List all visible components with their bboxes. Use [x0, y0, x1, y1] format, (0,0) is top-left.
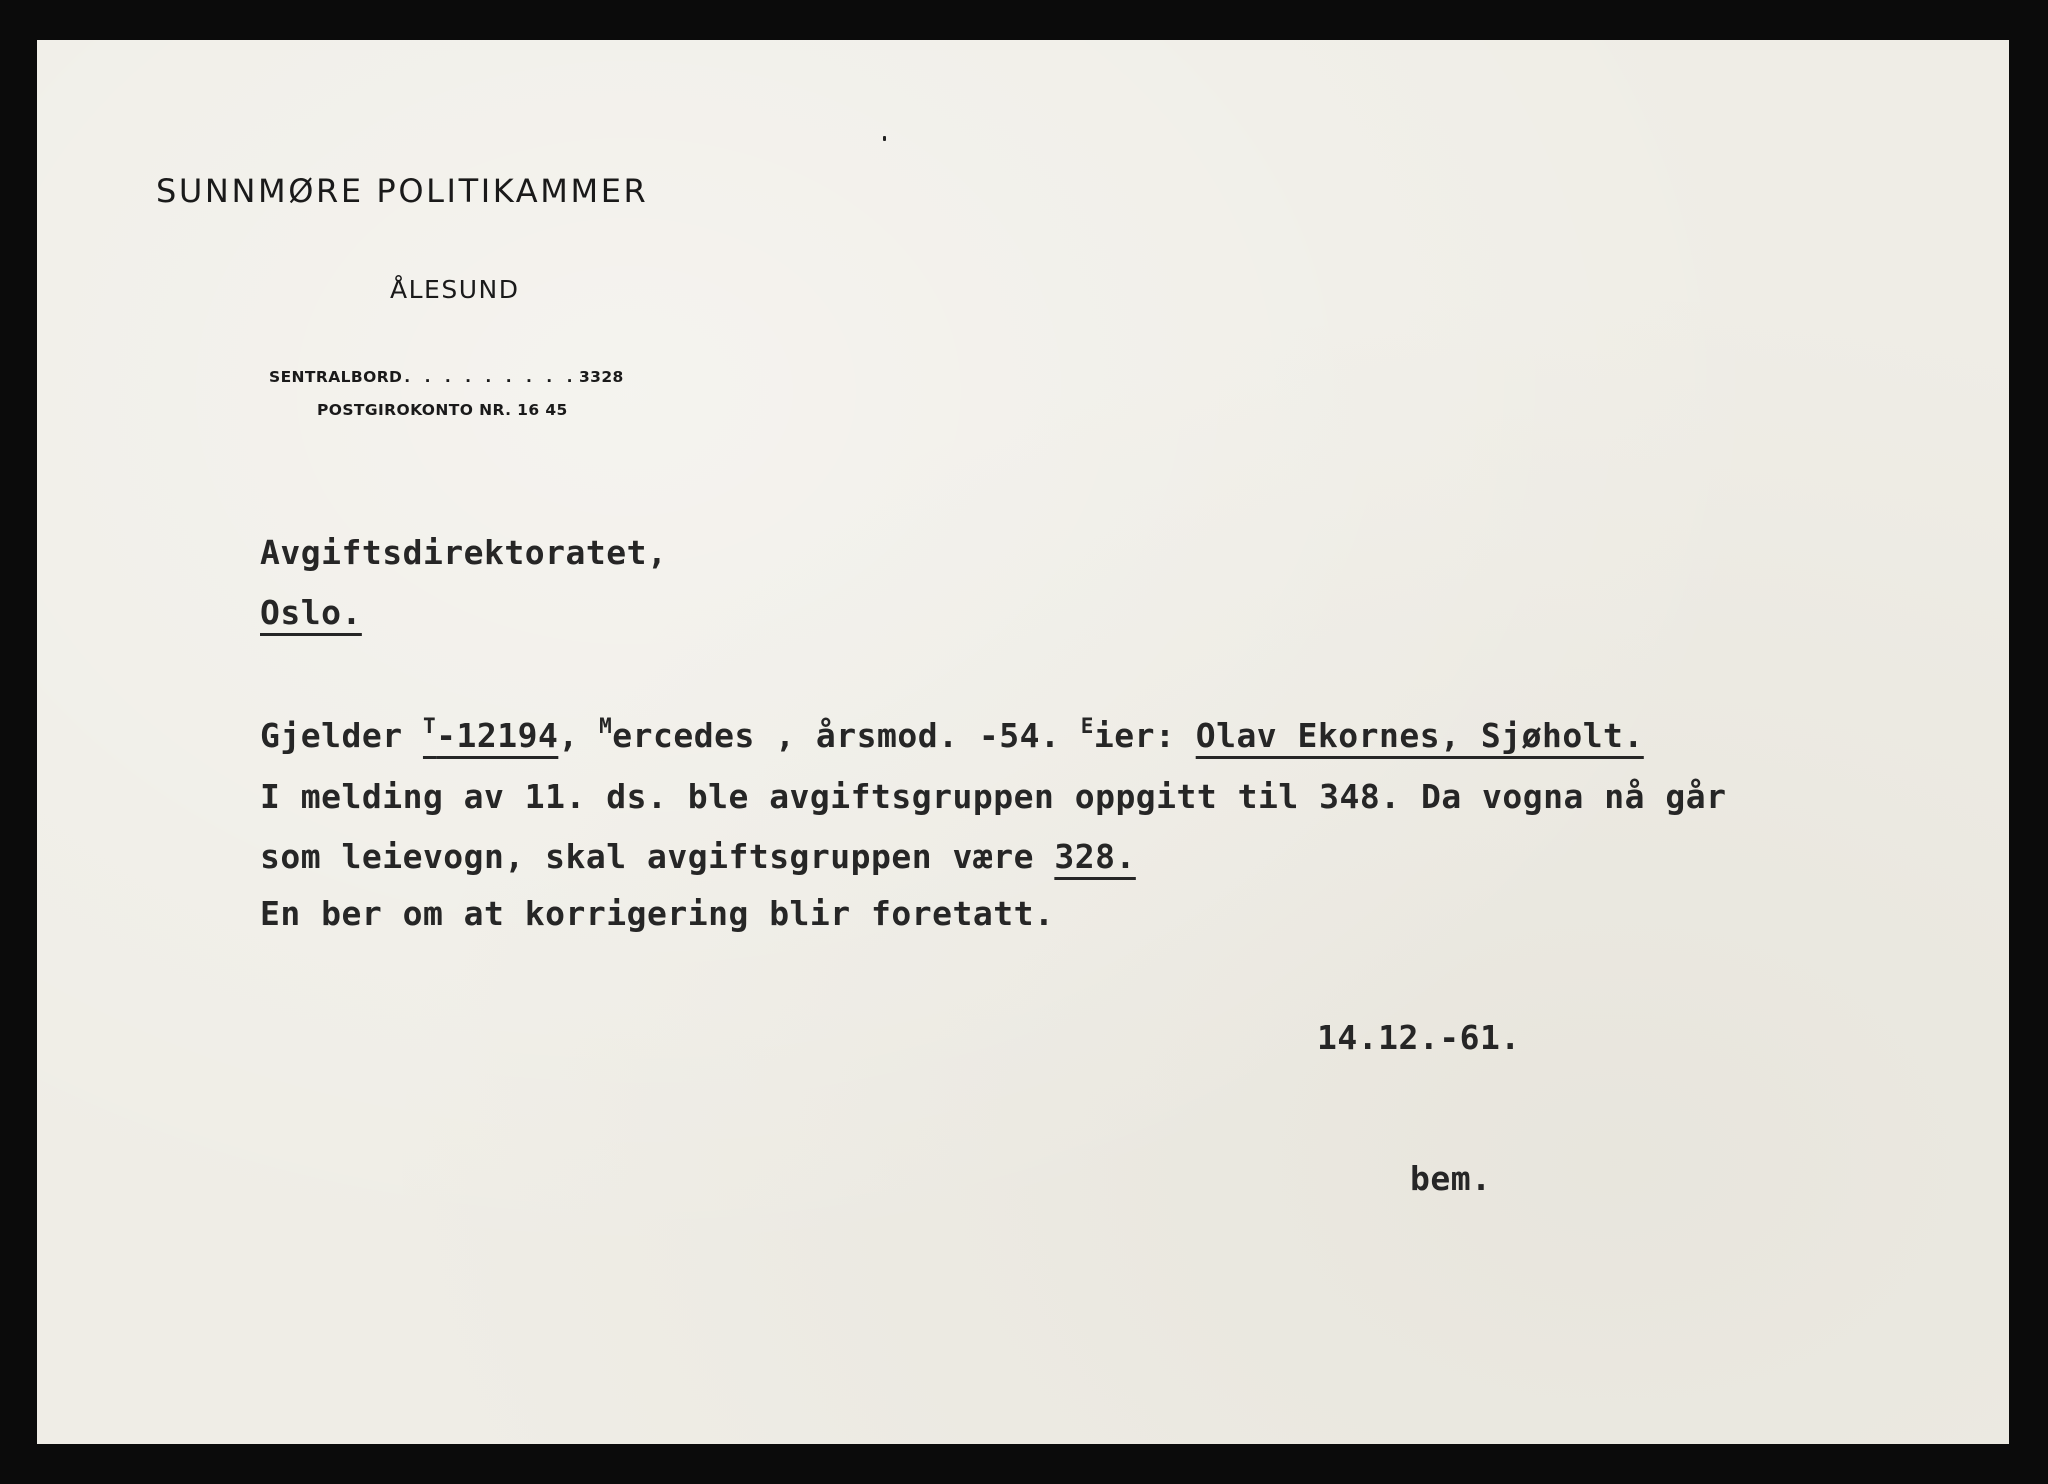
recipient-city-text: Oslo. — [260, 593, 362, 632]
recipient-city — [260, 593, 362, 632]
letter-paper — [37, 40, 2009, 1444]
make-rest: ercedes , årsmod. -54. — [612, 716, 1081, 755]
body-line-2: I melding av 11. ds. ble avgiftsgruppen oppgitt til 348. Da vogna nå går — [260, 777, 1727, 816]
letterhead-city: ÅLESUND — [390, 275, 520, 304]
corrected-group: 328. — [1054, 837, 1136, 876]
phone-dots: . . . . . . . . . — [404, 368, 577, 386]
sender-initials: bem. — [1410, 1159, 1492, 1198]
reg-digits: -12194 — [436, 716, 559, 755]
owner-label-initial: E — [1080, 714, 1094, 738]
body-line-3 — [260, 837, 1136, 876]
owner-name: Olav Ekornes, Sjøholt. — [1195, 716, 1644, 755]
letterhead-title: SUNNMØRE POLITIKAMMER — [156, 172, 649, 210]
ink-speck — [883, 136, 886, 141]
body-line-1 — [260, 714, 1644, 755]
reg-letter: T — [422, 714, 437, 738]
line3-text: som leievogn, skal avgiftsgruppen være — [260, 837, 1055, 876]
line1-sep: , — [558, 716, 600, 755]
letterhead-giro: POSTGIROKONTO NR. 16 45 — [317, 401, 568, 419]
letter-date: 14.12.-61. — [1317, 1018, 1521, 1057]
line1-prefix: Gjelder — [260, 716, 423, 755]
owner-label-rest: ier: — [1093, 716, 1196, 755]
body-line-4: En ber om at korrigering blir foretatt. — [260, 894, 1055, 933]
recipient-name: Avgiftsdirektoratet, — [260, 533, 668, 572]
phone-label: SENTRALBORD — [269, 368, 403, 386]
phone-number: 3328 — [578, 368, 624, 386]
letterhead-phone — [269, 368, 624, 386]
registration-number — [423, 716, 558, 755]
make-initial: M — [599, 714, 613, 738]
